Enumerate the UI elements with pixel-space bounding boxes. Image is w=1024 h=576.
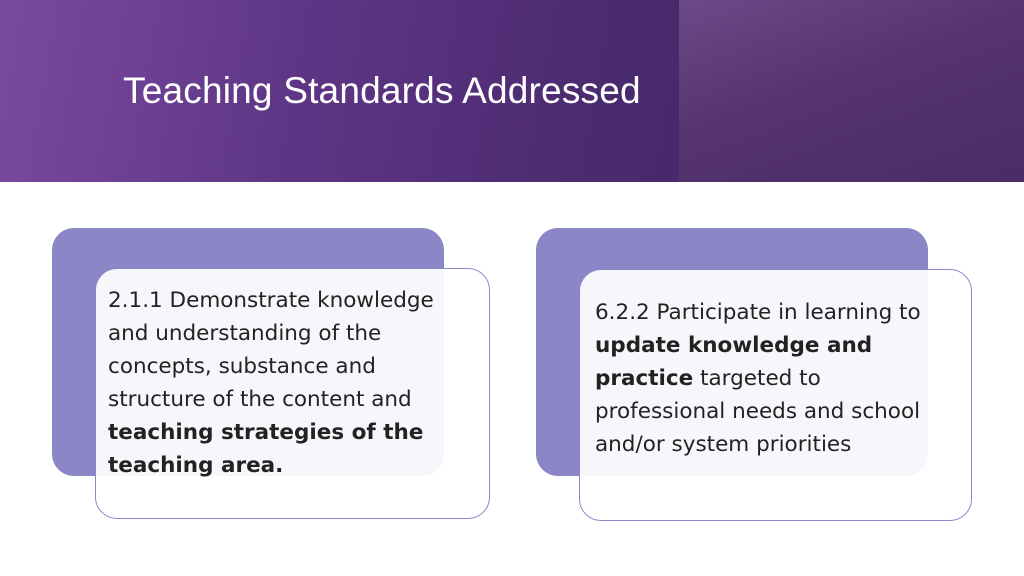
slide-header [0,0,1024,182]
card-2-text-part-1: update knowledge and practice [595,333,873,391]
header-accent-panel [679,0,1024,182]
card-2-text [595,296,940,461]
card-2-text-part-2: targeted to professional needs and school and/or system priorities [595,366,921,457]
card-1-text-part-0: 2.1.1 Demonstrate knowledge and understanding of the concepts, substance and structure of the content and [108,288,434,412]
card-1-text [108,284,480,482]
slide-title: Teaching Standards Addressed [123,70,641,111]
card-1-text-part-1: teaching strategies of the teaching area. [108,420,424,478]
card-2-text-part-0: 6.2.2 Participate in learning to [595,300,921,325]
